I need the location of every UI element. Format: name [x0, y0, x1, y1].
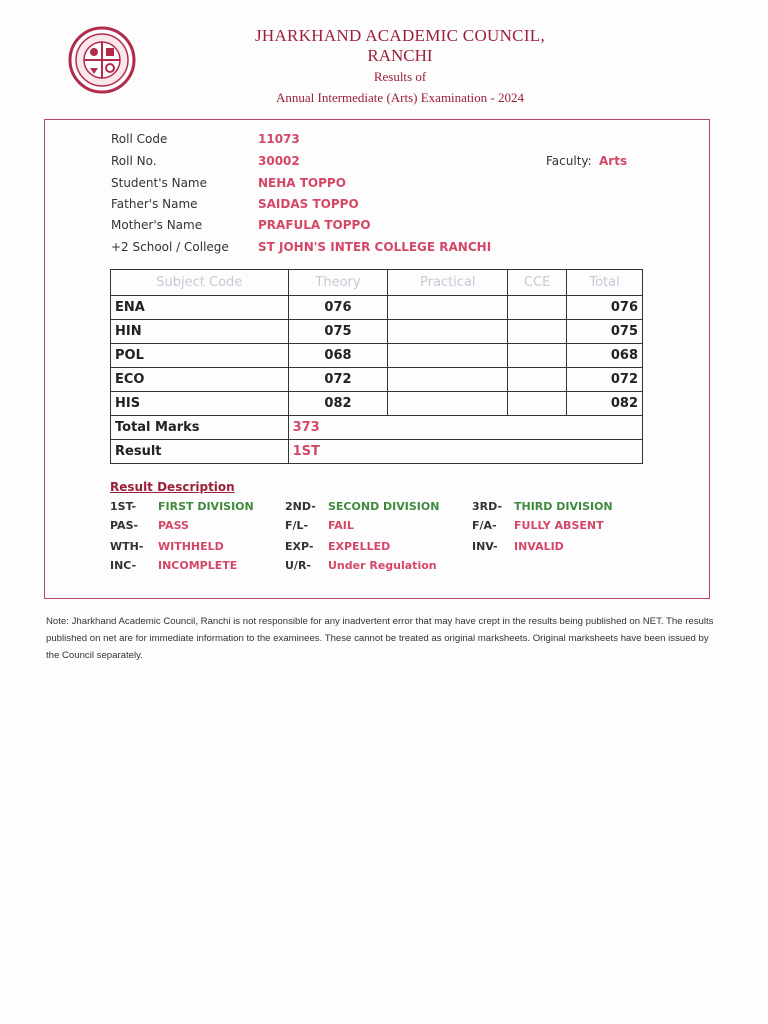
legend-value: INVALID [514, 540, 564, 553]
legend-value: FAIL [328, 519, 354, 532]
practical-marks [388, 392, 508, 416]
roll-no-value: 30002 [258, 154, 300, 168]
total-marks: 076 [567, 296, 643, 320]
total-marks: 072 [567, 368, 643, 392]
legend-value: FIRST DIVISION [158, 500, 254, 513]
legend-key: EXP- [285, 540, 314, 553]
theory-marks: 072 [288, 368, 388, 392]
table-row [111, 392, 643, 416]
legend-key: F/A- [472, 519, 497, 532]
school-value: ST JOHN'S INTER COLLEGE RANCHI [258, 240, 492, 254]
theory-marks: 068 [288, 344, 388, 368]
table-row [111, 320, 643, 344]
cce-marks [508, 368, 567, 392]
header-subject-code: Subject Code [111, 270, 289, 296]
legend-value: SECOND DIVISION [328, 500, 440, 513]
subject-code: HIS [111, 392, 289, 416]
faculty-label: Faculty: [546, 154, 592, 168]
practical-marks [388, 368, 508, 392]
legend-value: EXPELLED [328, 540, 391, 553]
legend-key: 2ND- [285, 500, 316, 513]
legend-value: PASS [158, 519, 189, 532]
subject-code: POL [111, 344, 289, 368]
result-value: 1ST [288, 440, 642, 464]
header-total: Total [567, 270, 643, 296]
roll-code-label: Roll Code [111, 132, 168, 146]
legend-value: FULLY ABSENT [514, 519, 604, 532]
legend-key: PAS- [110, 519, 139, 532]
table-row [111, 368, 643, 392]
marks-table [110, 269, 643, 464]
total-marks: 075 [567, 320, 643, 344]
disclaimer-note: Note: Jharkhand Academic Council, Ranchi is not responsible for any inadvertent error that may have crept in the results being published on NET. The results published on net are for immediate information to the examinees. These cannot be treated as original marksheets. Original marksheets have been issued by the Council separately. [46, 616, 714, 661]
roll-code-value: 11073 [258, 132, 300, 146]
student-name-label: Student's Name [111, 176, 208, 190]
result-label: Result [111, 440, 289, 464]
legend-key: U/R- [285, 559, 311, 572]
legend-value: Under Regulation [328, 559, 437, 572]
subject-code: HIN [111, 320, 289, 344]
council-seal-logo [68, 26, 136, 94]
cce-marks [508, 320, 567, 344]
total-marks-label: Total Marks [111, 416, 289, 440]
theory-marks: 082 [288, 392, 388, 416]
legend-value: WITHHELD [158, 540, 224, 553]
legend-key: 3RD- [472, 500, 503, 513]
theory-marks: 075 [288, 320, 388, 344]
father-name-value: SAIDAS TOPPO [258, 197, 359, 211]
school-label: +2 School / College [111, 240, 229, 254]
mother-name-label: Mother's Name [111, 218, 203, 232]
header-theory: Theory [288, 270, 388, 296]
result-description-title: Result Description [110, 480, 235, 494]
results-of-label: Results of [373, 69, 427, 84]
legend-value: INCOMPLETE [158, 559, 238, 572]
father-name-label: Father's Name [111, 197, 198, 211]
total-marks: 082 [567, 392, 643, 416]
council-title: JHARKHAND ACADEMIC COUNCIL, [254, 26, 546, 45]
practical-marks [388, 320, 508, 344]
mother-name-value: PRAFULA TOPPO [258, 218, 371, 232]
exam-title: Annual Intermediate (Arts) Examination - 2024 [275, 90, 524, 105]
subject-code: ECO [111, 368, 289, 392]
cce-marks [508, 392, 567, 416]
roll-no-label: Roll No. [111, 154, 157, 168]
total-row [111, 416, 643, 440]
practical-marks [388, 344, 508, 368]
practical-marks [388, 296, 508, 320]
subject-code: ENA [111, 296, 289, 320]
legend-key: INC- [110, 559, 137, 572]
student-name-value: NEHA TOPPO [258, 176, 346, 190]
header-cce: CCE [508, 270, 567, 296]
cce-marks [508, 296, 567, 320]
council-city: RANCHI [367, 46, 433, 65]
total-marks: 068 [567, 344, 643, 368]
theory-marks: 076 [288, 296, 388, 320]
table-row [111, 296, 643, 320]
legend-key: 1ST- [110, 500, 137, 513]
cce-marks [508, 344, 567, 368]
legend-key: WTH- [110, 540, 144, 553]
faculty-value: Arts [599, 154, 628, 168]
marks-header-row [111, 270, 643, 296]
legend-key: INV- [472, 540, 498, 553]
result-row [111, 440, 643, 464]
table-row [111, 344, 643, 368]
header-practical: Practical [388, 270, 508, 296]
legend-key: F/L- [285, 519, 309, 532]
legend-value: THIRD DIVISION [514, 500, 613, 513]
total-marks-value: 373 [288, 416, 642, 440]
